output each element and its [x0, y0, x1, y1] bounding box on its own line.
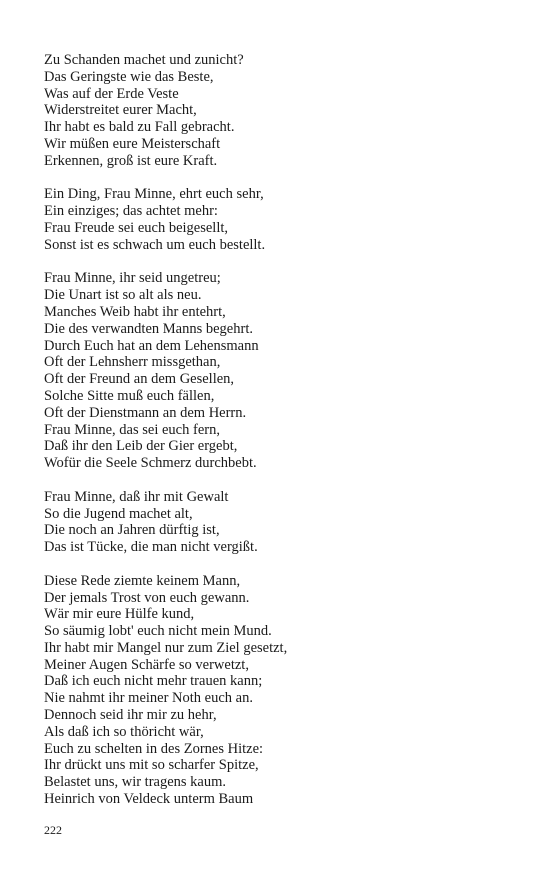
poem-line: Wär mir eure Hülfe kund,	[44, 606, 195, 623]
poem-line: Wofür die Seele Schmerz durchbebt.	[44, 455, 257, 472]
poem-line: Oft der Dienstmann an dem Herrn.	[44, 404, 247, 421]
stanza-5	[44, 573, 550, 808]
poem-line: Oft der Lehnsherr missgethan,	[44, 354, 221, 371]
poem-line: Als daß ich so thöricht wär,	[44, 723, 204, 740]
poem-line: Sonst ist es schwach um euch bestellt.	[44, 236, 266, 253]
poem-line: Das Geringste wie das Beste,	[44, 68, 214, 85]
poem-line: Frau Minne, daß ihr mit Gewalt	[44, 488, 229, 505]
poem-line: Die des verwandten Manns begehrt.	[44, 320, 253, 337]
poem-line: Die Unart ist so alt als neu.	[44, 287, 202, 304]
poem-line: Heinrich von Veldeck unterm Baum	[44, 791, 254, 808]
poem-line: Frau Freude sei euch beigesellt,	[44, 219, 229, 236]
stanza-3	[44, 270, 550, 472]
poem-line: Widerstreitet eurer Macht,	[44, 102, 197, 119]
poem-line: Zu Schanden machet und zunicht?	[44, 52, 244, 68]
poem-line: Was auf der Erde Veste	[44, 85, 179, 102]
stanza-4	[44, 489, 550, 556]
stanza-2	[44, 186, 550, 253]
poem-line: Ihr habt es bald zu Fall gebracht.	[44, 119, 235, 136]
poem-line: Das ist Tücke, die man nicht vergißt.	[44, 539, 258, 556]
poem-line: Ihr drückt uns mit so scharfer Spitze,	[44, 757, 259, 774]
poem-line: Wir müßen eure Meisterschaft	[44, 135, 221, 152]
poem-line: Manches Weib habt ihr entehrt,	[44, 303, 226, 320]
stanza-1	[44, 52, 550, 170]
poem-line: Der jemals Trost von euch gewann.	[44, 589, 250, 606]
poem-line: Frau Minne, das sei euch fern,	[44, 421, 220, 438]
poem-line: Ein Ding, Frau Minne, ehrt euch sehr,	[44, 186, 264, 203]
poem-line: Ihr habt mir Mangel nur zum Ziel gesetzt,	[44, 639, 288, 656]
page-number: 222	[44, 823, 62, 837]
poem-line: Diese Rede ziemte keinem Mann,	[44, 572, 241, 589]
poem-line: Durch Euch hat an dem Lehensmann	[44, 337, 259, 354]
poem-line: So säumig lobt' euch nicht mein Mund.	[44, 623, 272, 640]
poem-line: Daß ich euch nicht mehr trauen kann;	[44, 673, 263, 690]
poem-line: Meiner Augen Schärfe so verwetzt,	[44, 656, 249, 673]
poem-line: Belastet uns, wir tragens kaum.	[44, 774, 227, 791]
poem-line: Dennoch seid ihr mir zu hehr,	[44, 707, 217, 724]
poem-line: Daß ihr den Leib der Gier ergebt,	[44, 438, 238, 455]
poem-line: Euch zu schelten in des Zornes Hitze:	[44, 740, 264, 757]
poem-line: Erkennen, groß ist eure Kraft.	[44, 152, 218, 169]
poem-line: Solche Sitte muß euch fällen,	[44, 387, 215, 404]
poem-line: Frau Minne, ihr seid ungetreu;	[44, 270, 221, 287]
poem-line: Die noch an Jahren dürftig ist,	[44, 522, 220, 539]
poem-text	[44, 52, 550, 808]
poem-line: Oft der Freund an dem Gesellen,	[44, 371, 235, 388]
poem-line: Nie nahmt ihr meiner Noth euch an.	[44, 690, 253, 707]
poem-line: So die Jugend machet alt,	[44, 505, 193, 522]
poem-line: Ein einziges; das achtet mehr:	[44, 203, 218, 220]
